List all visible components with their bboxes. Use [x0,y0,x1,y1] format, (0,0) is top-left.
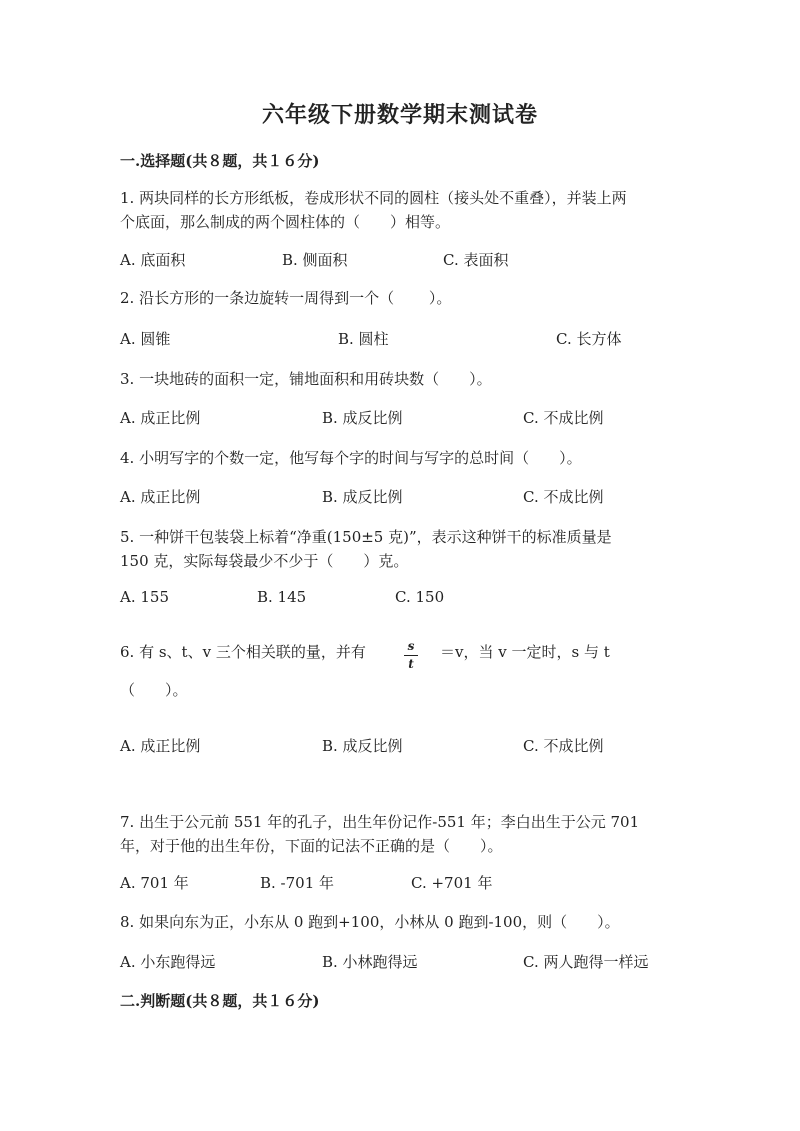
question-7-option-b: B. -701 年 [260,874,335,892]
question-2-option-b: B. 圆柱 [338,330,389,348]
question-6-option-c: C. 不成比例 [523,737,604,755]
section-heading-true-false: 二.判断题(共８题，共１６分) [120,992,320,1010]
fraction-bar [404,655,418,656]
question-8-line-1: 8. 如果向东为正，小东从 0 跑到+100，小林从 0 跑到-100，则（ ）。 [120,913,620,931]
question-1-line-1: 1. 两块同样的长方形纸板，卷成形状不同的圆柱（接头处不重叠），并装上两 [120,189,627,207]
question-1-option-a: A. 底面积 [120,251,186,269]
question-4-option-c: C. 不成比例 [523,488,604,506]
question-2-option-a: A. 圆锥 [120,330,171,348]
question-5-line-1: 5. 一种饼干包装袋上标着“净重(150±5 克)”，表示这种饼干的标准质量是 [120,528,612,546]
question-7-line-1: 7. 出生于公元前 551 年的孔子，出生年份记作-551 年；李白出生于公元 701 [120,813,640,831]
question-6-line-1-start: 6. 有 s、t、v 三个相关联的量，并有 [120,643,366,661]
question-1-option-c: C. 表面积 [443,251,509,269]
fraction-numerator: s [407,639,415,653]
question-4-option-a: A. 成正比例 [120,488,201,506]
question-1-line-2: 个底面，那么制成的两个圆柱体的（ ）相等。 [120,213,451,231]
question-5-option-a: A. 155 [120,588,169,606]
question-6-line-1-end: ＝v，当 v 一定时，s 与 t [440,643,610,661]
question-2-line-1: 2. 沿长方形的一条边旋转一周得到一个（ ）。 [120,289,452,307]
question-7-option-a: A. 701 年 [120,874,189,892]
question-6-option-b: B. 成反比例 [322,737,403,755]
question-3-option-b: B. 成反比例 [322,409,403,427]
question-7-option-c: C. +701 年 [411,874,493,892]
question-5-option-b: B. 145 [257,588,307,606]
section-heading-multiple-choice: 一.选择题(共８题，共１６分) [120,152,320,170]
question-3-line-1: 3. 一块地砖的面积一定，铺地面积和用砖块数（ ）。 [120,370,492,388]
question-4-option-b: B. 成反比例 [322,488,403,506]
fraction-s-over-t [404,640,418,671]
question-5-option-c: C. 150 [395,588,445,606]
question-1-option-b: B. 侧面积 [282,251,348,269]
question-8-option-c: C. 两人跑得一样远 [523,953,649,971]
question-4-line-1: 4. 小明写字的个数一定，他写每个字的时间与写字的总时间（ ）。 [120,449,582,467]
question-7-line-2: 年，对于他的出生年份，下面的记法不正确的是（ ）。 [120,837,503,855]
question-3-option-a: A. 成正比例 [120,409,201,427]
page-title: 六年级下册数学期末测试卷 [261,102,538,128]
question-8-option-a: A. 小东跑得远 [120,953,216,971]
question-2-option-c: C. 长方体 [556,330,622,348]
question-8-option-b: B. 小林跑得远 [322,953,418,971]
question-6-line-2: （ ）。 [120,681,188,699]
fraction-denominator: t [408,657,414,671]
question-5-line-2: 150 克，实际每袋最少不少于（ ）克。 [120,552,409,570]
question-3-option-c: C. 不成比例 [523,409,604,427]
question-6-option-a: A. 成正比例 [120,737,201,755]
